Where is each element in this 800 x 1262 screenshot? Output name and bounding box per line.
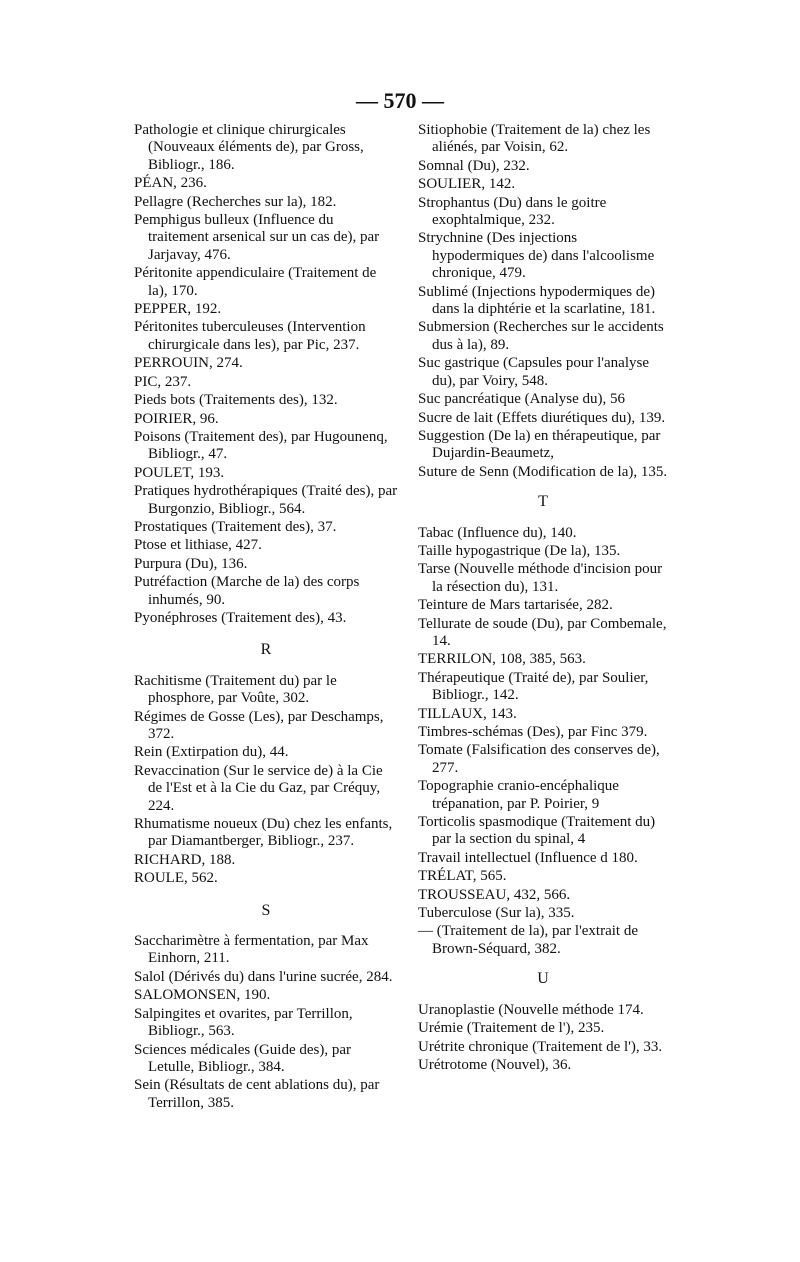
index-entry: Urétrotome (Nouvel), 36.: [418, 1056, 572, 1073]
index-entry: Sucre de lait (Effets diurétiques du), 139.: [418, 409, 666, 426]
index-entry: Prostatiques (Traitement des), 37.: [134, 518, 337, 535]
section-letter: R: [260, 641, 272, 659]
index-entry: Rhumatisme noueux (Du) chez les enfants, par Diamantberger, Bibliogr., 237.: [134, 816, 393, 850]
page-number: — 570 —: [356, 88, 444, 113]
index-entry: Submersion (Recherches sur le accidents dus à la), 89.: [418, 319, 664, 353]
left-column: [134, 122, 398, 1113]
index-entry: Régimes de Gosse (Les), par Deschamps, 372.: [134, 708, 384, 742]
index-entry: Revaccination (Sur le service de) à la Cie de l'Est et à la Cie du Gaz, par Créquy, 224.: [134, 762, 383, 814]
index-entry: Suc gastrique (Capsules pour l'analyse du), par Voiry, 548.: [418, 355, 649, 389]
index-entry: Travail intellectuel (Influence d 180.: [418, 849, 638, 866]
index-entry: Pratiques hydrothérapiques (Traité des), par Burgonzio, Bibliogr., 564.: [134, 483, 398, 517]
index-entry: Suggestion (De la) en thérapeutique, par Dujardin-Beaumetz,: [418, 427, 661, 462]
index-entry: SOULIER, 142.: [418, 176, 516, 193]
index-entry: Urémie (Traitement de l'), 235.: [418, 1020, 605, 1037]
index-entry: TRÉLAT, 565.: [418, 868, 507, 885]
index-entry: Strychnine (Des injections hypodermiques de) dans l'alcoolisme chronique, 479.: [418, 230, 655, 282]
index-entry: PEPPER, 192.: [134, 301, 222, 318]
index-entry: Poisons (Traitement des), par Hugounenq, Bibliogr., 47.: [134, 428, 388, 463]
index-entry: ROULE, 562.: [134, 870, 218, 887]
index-entry: Pathologie et clinique chirurgicales (Nouveaux éléments de), par Gross, Bibliogr., 186.: [134, 122, 364, 173]
index-entry: Sciences médicales (Guide des), par Letulle, Bibliogr., 384.: [134, 1041, 351, 1075]
index-entry: Topographie cranio-encéphalique trépanation, par P. Poirier, 9: [418, 778, 619, 812]
section-letter: T: [538, 493, 548, 511]
index-entry: Péritonite appendiculaire (Traitement de la), 170.: [134, 265, 377, 299]
index-entry: Pemphigus bulleux (Influence du traitement arsenical sur un cas de), par Jarjavay, 476.: [134, 212, 380, 263]
index-entry: Teinture de Mars tartarisée, 282.: [418, 597, 613, 614]
index-entry: Tuberculose (Sur la), 335.: [418, 905, 575, 922]
index-entry: Taille hypogastrique (De la), 135.: [418, 542, 621, 559]
index-entry: Ptose et lithiase, 427.: [134, 537, 262, 554]
index-entry: Sublimé (Injections hypodermiques de) dans la diphtérie et la scarlatine, 181.: [418, 283, 656, 318]
right-column: [418, 122, 668, 1075]
index-entry: Pieds bots (Traitements des), 132.: [134, 392, 338, 409]
index-entry: Tellurate de soude (Du), par Combemale, 14.: [418, 615, 667, 649]
index-entry: TROUSSEAU, 432, 566.: [418, 886, 571, 903]
index-entry: Putréfaction (Marche de la) des corps inhumés, 90.: [134, 574, 360, 608]
index-entry: SALOMONSEN, 190.: [134, 987, 271, 1004]
index-entry: Purpura (Du), 136.: [134, 555, 248, 572]
index-entry: Saccharimètre à fermentation, par Max Einhorn, 211.: [134, 933, 369, 967]
index-entry: Sitiophobie (Traitement de la) chez les aliénés, par Voisin, 62.: [418, 122, 651, 156]
index-entry: Uranoplastie (Nouvelle méthode 174.: [418, 1001, 644, 1018]
index-entry: Pellagre (Recherches sur la), 182.: [134, 193, 337, 210]
index-entry: Torticolis spasmodique (Traitement du) par la section du spinal, 4: [418, 814, 656, 848]
index-entry: Péritonites tuberculeuses (Intervention chirurgicale dans les), par Pic, 237.: [134, 319, 366, 353]
index-entry: Suture de Senn (Modification de la), 135.: [418, 463, 668, 480]
index-entry: — (Traitement de la), par l'extrait de Brown-Séquard, 382.: [418, 923, 638, 957]
index-entry: Pyonéphroses (Traitement des), 43.: [134, 609, 347, 626]
index-entry: Suc pancréatique (Analyse du), 56: [418, 391, 626, 408]
index-entry: TERRILON, 108, 385, 563.: [418, 651, 586, 668]
index-entry: Rachitisme (Traitement du) par le phosphore, par Voûte, 302.: [134, 672, 337, 707]
index-entry: Somnal (Du), 232.: [418, 157, 530, 174]
index-entry: Sein (Résultats de cent ablations du), par Terrillon, 385.: [134, 1077, 380, 1111]
index-entry: Urétrite chronique (Traitement de l'), 33.: [418, 1038, 663, 1055]
index-entry: POULET, 193.: [134, 464, 225, 481]
index-entry: PÉAN, 236.: [134, 175, 207, 192]
index-entry: RICHARD, 188.: [134, 851, 236, 868]
index-entry: Timbres-schémas (Des), par Finc 379.: [418, 724, 648, 740]
index-entry: Tabac (Influence du), 140.: [418, 524, 577, 541]
section-letter: S: [261, 901, 271, 919]
index-entry: Salol (Dérivés du) dans l'urine sucrée, 284.: [134, 968, 393, 985]
index-entry: TILLAUX, 143.: [418, 705, 517, 722]
index-entry: Tarse (Nouvelle méthode d'incision pour la résection du), 131.: [418, 561, 663, 595]
index-entry: Rein (Extirpation du), 44.: [134, 744, 289, 761]
index-entry: Thérapeutique (Traité de), par Soulier, Bibliogr., 142.: [418, 669, 649, 704]
index-entry: Salpingites et ovarites, par Terrillon, Bibliogr., 563.: [134, 1005, 353, 1040]
index-entry: PIC, 237.: [134, 373, 192, 390]
index-entry: PERROUIN, 274.: [134, 355, 243, 372]
index-entry: Strophantus (Du) dans le goitre exophtalmique, 232.: [418, 194, 607, 229]
index-entry: POIRIER, 96.: [134, 410, 219, 427]
index-entry: Tomate (Falsification des conserves de), 277.: [418, 742, 660, 776]
section-letter: U: [537, 970, 549, 988]
